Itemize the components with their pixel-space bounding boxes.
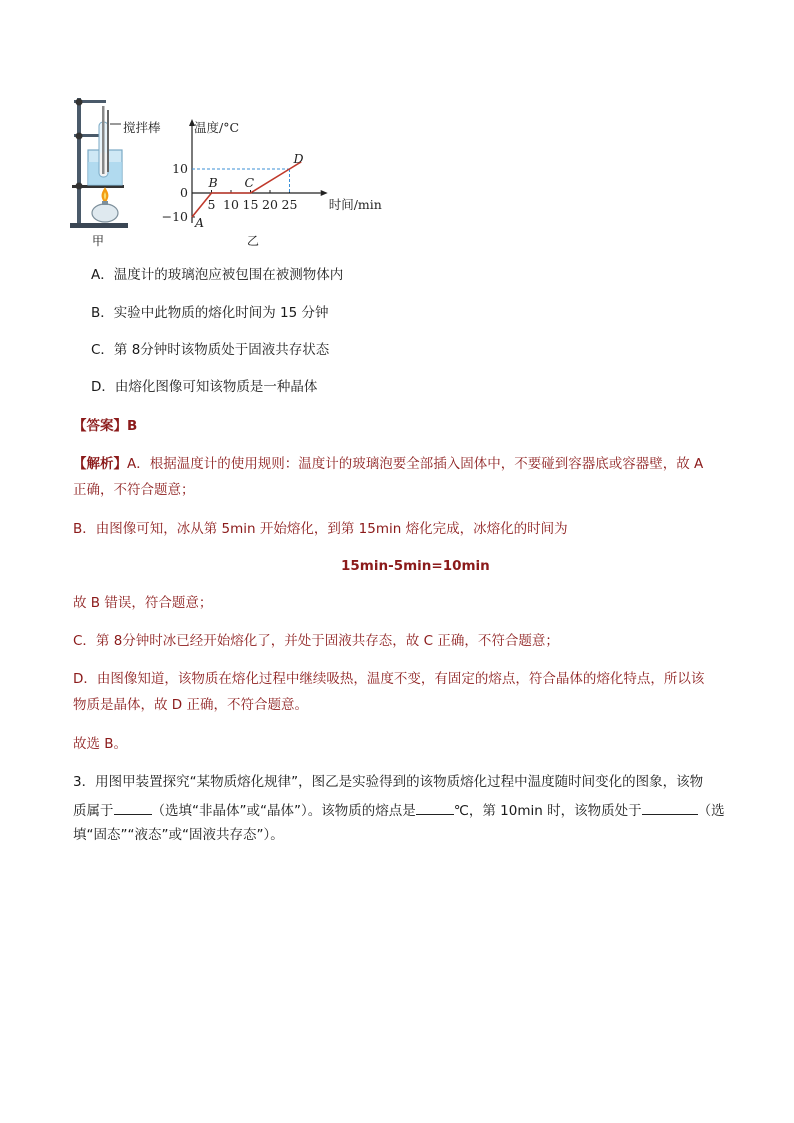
analysis-conclusion: 故选 B。 [73,736,128,752]
q3-text-1: 质属于 [73,803,114,819]
analysis-d-line2: 物质是晶体，故 D 正确，不符合题意。 [73,697,308,713]
q3-text-2: （选填“非晶体”或“晶体”）。该物质的熔点是 [151,803,416,819]
alcohol-lamp [92,204,118,222]
analysis-b-line2: 故 B 错误，符合题意； [73,595,213,611]
point-label-d: D [293,151,304,166]
answer-tag: 【答案】 [73,418,127,434]
thermometer [102,106,105,174]
analysis-a-text: A．根据温度计的使用规则：温度计的玻璃泡要全部插入固体中，不要碰到容器底或容器壁，故 A [127,456,704,472]
analysis-a-line2: 正确，不符合题意； [73,482,195,498]
question3-line2 [73,800,725,820]
y-tick-label: 10 [172,161,188,176]
analysis-formula: 15min-5min=10min [341,558,490,574]
stand-rod [77,98,81,226]
question3-line1: 3．用图甲装置探究“某物质熔化规律”，图乙是实验得到的该物质熔化过程中温度随时间变化的图象，该物 [73,774,704,790]
q3-text-3: ℃，第 10min 时，该物质处于 [453,803,642,819]
figure-label-jia: 甲 [92,234,105,248]
stirring-rod [107,110,109,172]
y-tick-label: 0 [180,185,188,200]
question3-line3: 填“固态”“液态”或“固液共存态”）。 [73,827,284,843]
q3-blank-crystal-type[interactable] [114,800,152,815]
y-tick-label: −10 [161,209,188,224]
analysis-tag: 【解析】 [73,456,127,472]
option-d: D．由熔化图像可知该物质是一种晶体 [91,379,318,395]
option-c: C．第 8分钟时该物质处于固液共存状态 [91,342,330,358]
q3-blank-state[interactable] [642,800,698,815]
point-label-a: A [195,215,205,230]
option-b: B．实验中此物质的熔化时间为 15 分钟 [91,305,329,321]
y-axis-label: 温度/°C [194,120,240,135]
x-axis-label: 时间/min [328,197,382,212]
melting-curve-chart [160,110,382,230]
answer-line [73,417,137,435]
x-tick-label: 25 [281,197,298,212]
point-label-c: C [244,175,255,190]
option-a: A．温度计的玻璃泡应被包围在被测物体内 [91,267,344,283]
x-tick-label: 10 [223,197,239,212]
q3-blank-melting-point[interactable] [416,800,454,815]
x-tick-label: 5 [207,197,216,212]
analysis-d-line1: D．由图像知道，该物质在熔化过程中继续吸热，温度不变，有固定的熔点，符合晶体的熔化特点，所以该 [73,671,705,687]
answer-value: B [127,418,138,434]
stand-base [70,223,128,228]
x-tick-label: 15 [242,197,259,212]
figure-label-yi: 乙 [247,234,260,248]
analysis-a-line1 [73,455,703,473]
x-axis-arrow [321,190,328,196]
analysis-b-line1: B．由图像可知，冰从第 5min 开始熔化，到第 15min 熔化完成，冰熔化的时间为 [73,521,568,537]
apparatus-label-stirring-rod: 搅拌棒 [123,120,161,135]
x-tick-label: 20 [262,197,278,212]
point-label-b: B [208,175,218,190]
q3-text-4: （选 [697,803,725,819]
analysis-c-line: C．第 8分钟时冰已经开始熔化了，并处于固液共存态，故 C 正确，不符合题意； [73,633,559,649]
